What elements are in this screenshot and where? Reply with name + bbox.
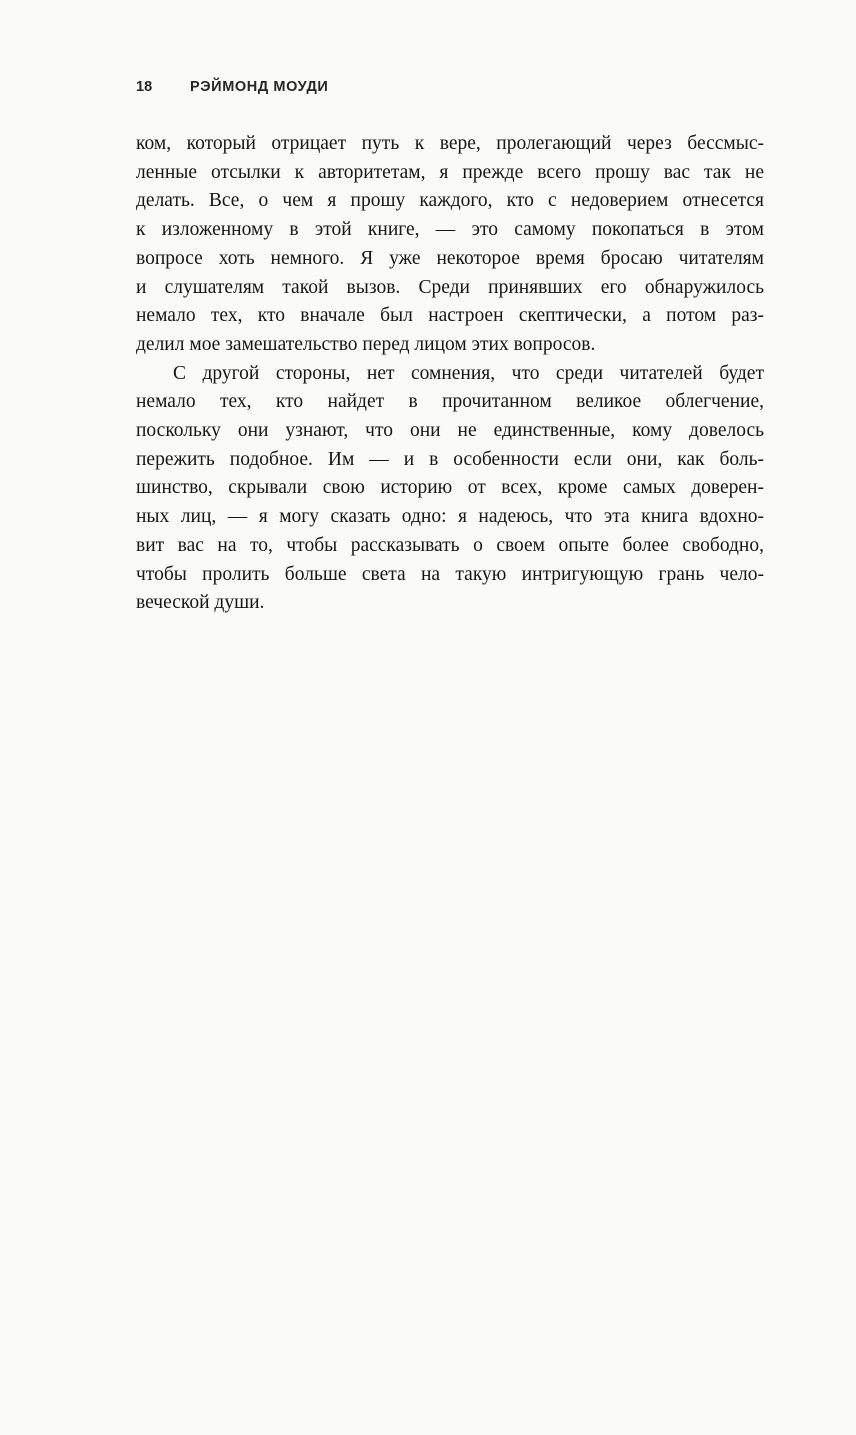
text-line: делил мое замешательство перед лицом этих вопросов.	[136, 333, 596, 355]
text-line: и слушателям такой вызов. Среди принявших его обнаружилось	[136, 276, 764, 298]
text-line: немало тех, кто найдет в прочитанном великое облегчение,	[136, 391, 764, 413]
text-line: пережить подобное. Им — и в особенности если они, как боль-	[136, 448, 764, 470]
text-line: делать. Все, о чем я прошу каждого, кто с недоверием отнесется	[136, 190, 764, 212]
text-line: ных лиц, — я могу сказать одно: я надеюсь, что эта книга вдохно-	[136, 506, 764, 528]
paragraph	[136, 130, 764, 360]
text-line: шинство, скрывали свою историю от всех, кроме самых доверен-	[136, 477, 764, 499]
text-line: ком, который отрицает путь к вере, пролегающий через бессмыс-	[136, 133, 764, 154]
page-number: 18	[136, 79, 153, 95]
text-line: к изложенному в этой книге, — это самому покопаться в этом	[136, 219, 764, 241]
text-line: веческой души.	[136, 592, 265, 614]
text-line: С другой стороны, нет сомнения, что среди читателей будет	[173, 362, 764, 384]
text-line: вит вас на то, чтобы рассказывать о своем опыте более свободно,	[136, 534, 764, 556]
body-text	[136, 130, 764, 618]
paragraph	[136, 360, 764, 618]
page-header	[136, 79, 764, 95]
text-line: ленные отсылки к авторитетам, я прежде всего прошу вас так не	[136, 161, 764, 183]
text-line: поскольку они узнают, что они не единственные, кому довелось	[136, 420, 764, 442]
running-header: РЭЙМОНД МОУДИ	[190, 79, 329, 95]
text-line: вопросе хоть немного. Я уже некоторое время бросаю читателям	[136, 247, 764, 269]
text-line: чтобы пролить больше света на такую интригующую грань чело-	[136, 563, 764, 585]
text-line: немало тех, кто вначале был настроен скептически, а потом раз-	[136, 305, 764, 327]
